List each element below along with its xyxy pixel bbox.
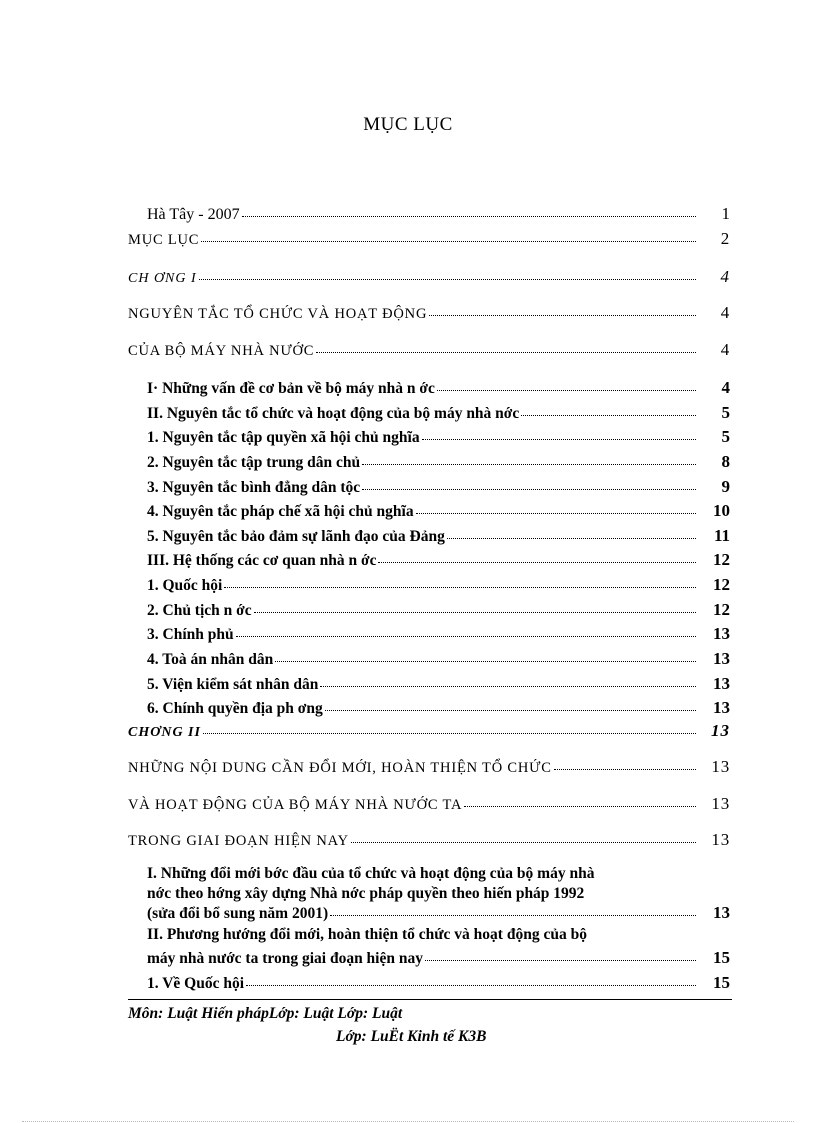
- footer-course: Môn: Luật Hiến phápLớp: Luật Lớp: Luật: [128, 1005, 403, 1022]
- toc-entry[interactable]: [147, 549, 730, 571]
- dot-leader: [447, 523, 696, 539]
- toc-entry-page: 13: [711, 757, 730, 776]
- dot-leader: [429, 300, 696, 316]
- toc-entry[interactable]: [147, 500, 730, 522]
- toc-entry-page: 12: [713, 575, 730, 594]
- toc-entry-page: 4: [720, 340, 730, 359]
- footer-class: Lớp: LuËt Kinh tế K3B: [336, 1028, 487, 1045]
- dot-leader: [362, 449, 696, 465]
- toc-entry[interactable]: [128, 720, 730, 742]
- toc-entry[interactable]: [147, 426, 730, 448]
- toc-entry-page: 4: [720, 267, 730, 286]
- dot-leader: [254, 597, 696, 613]
- toc-entry[interactable]: [128, 793, 730, 815]
- toc-entry-page: 4: [721, 378, 730, 397]
- toc-entry-page: 11: [713, 526, 730, 545]
- toc-entry-label: 4. Nguyên tắc pháp chế xã hội chủ nghĩa: [147, 503, 414, 520]
- toc-entry-page: 13: [713, 649, 730, 668]
- dot-leader: [378, 547, 696, 563]
- toc-entry-page: 5: [721, 427, 730, 446]
- toc-entry-page: 13: [711, 721, 730, 740]
- toc-entry[interactable]: [147, 476, 730, 498]
- dot-leader: [422, 424, 696, 440]
- toc-entry-label: CHƠNG II: [128, 725, 201, 740]
- toc-entry[interactable]: [147, 648, 730, 670]
- toc-entry-page: 4: [720, 303, 730, 322]
- toc-entry-label: 1. Nguyên tắc tập quyền xã hội chủ nghĩa: [147, 429, 420, 446]
- dot-leader: [199, 264, 696, 280]
- toc-entry-page: 13: [711, 794, 730, 813]
- toc-entry[interactable]: [128, 302, 730, 324]
- toc-entry-page: 13: [713, 624, 730, 643]
- toc-entry-label: 3. Nguyên tắc bình đẳng dân tộc: [147, 479, 361, 496]
- toc-entry-label: MỤC LỤC: [128, 232, 200, 248]
- toc-entry[interactable]: [147, 902, 730, 924]
- toc-entry-label: NHỮNG NỘI DUNG CẦN ĐỔI MỚI, HOÀN THIỆN TỔ CHỨC: [128, 760, 552, 776]
- dot-leader: [554, 754, 696, 770]
- toc-entry-label: 4. Toà án nhân dân: [147, 651, 274, 668]
- toc-entry[interactable]: [147, 525, 730, 547]
- toc-entry-label: 2. Nguyên tắc tập trung dân chủ: [147, 454, 361, 471]
- toc-entry-page: 12: [713, 550, 730, 569]
- toc-entry-label: 3. Chính phủ: [147, 626, 234, 643]
- dot-leader: [437, 375, 696, 391]
- toc-entry-label: CỦA BỘ MÁY NHÀ NƯỚC: [128, 343, 315, 359]
- dot-leader: [224, 572, 696, 588]
- toc-entry-label: NGUYÊN TẮC TỔ CHỨC VÀ HOẠT ĐỘNG: [128, 306, 428, 322]
- toc-entry-page: 1: [721, 204, 730, 223]
- toc-entry-line[interactable]: I. Những đổi mới bớc đầu của tổ chức và hoạt động của bộ máy nhà: [147, 865, 595, 882]
- toc-entry[interactable]: [128, 266, 730, 288]
- dot-leader: [201, 226, 696, 242]
- toc-entry-line[interactable]: II. Phương hướng đổi mới, hoàn thiện tổ chức và hoạt động của bộ: [147, 926, 587, 943]
- page-bottom-edge: [22, 1121, 794, 1122]
- toc-entry[interactable]: [128, 339, 730, 361]
- toc-entry[interactable]: [128, 228, 730, 250]
- toc-entry-label: II. Nguyên tắc tổ chức và hoạt động của bộ máy nhà nớc: [147, 405, 520, 422]
- toc-entry[interactable]: [147, 574, 730, 596]
- dot-leader: [351, 827, 696, 843]
- toc-entry[interactable]: [147, 697, 730, 719]
- toc-entry-label: TRONG GIAI ĐOẠN HIỆN NAY: [128, 833, 349, 849]
- dot-leader: [246, 970, 696, 986]
- toc-entry[interactable]: [147, 203, 730, 225]
- toc-entry[interactable]: [128, 756, 730, 778]
- toc-entry-page: 15: [713, 973, 730, 992]
- toc-entry-label: CH ƠNG I: [128, 271, 197, 286]
- dot-leader: [325, 695, 696, 711]
- dot-leader: [316, 337, 696, 353]
- toc-entry-page: 13: [713, 674, 730, 693]
- toc-entry-label: 1. Về Quốc hội: [147, 975, 245, 992]
- toc-entry-page: 10: [713, 501, 730, 520]
- toc-entry[interactable]: [147, 947, 730, 969]
- dot-leader: [203, 718, 696, 734]
- dot-leader: [275, 646, 696, 662]
- toc-entry-page: 8: [721, 452, 730, 471]
- toc-entry-label: 5. Viện kiểm sát nhân dân: [147, 676, 319, 693]
- toc-entry[interactable]: [128, 829, 730, 851]
- toc-entry-page: 15: [713, 948, 730, 967]
- dot-leader: [362, 474, 696, 490]
- toc-entry-label: I· Những vấn đề cơ bản về bộ máy nhà n ớc: [147, 380, 435, 397]
- toc-entry-page: 13: [711, 830, 730, 849]
- toc-entry-page: 9: [721, 477, 730, 496]
- toc-entry[interactable]: [147, 972, 730, 994]
- dot-leader: [236, 621, 696, 637]
- dot-leader: [425, 945, 696, 961]
- toc-entry[interactable]: [147, 599, 730, 621]
- toc-entry-label: máy nhà nước ta trong giai đoạn hiện nay: [147, 950, 423, 967]
- toc-entry-label: Hà Tây - 2007: [147, 206, 240, 223]
- toc-entry-label: 5. Nguyên tắc bảo đảm sự lãnh đạo của Đảng: [147, 528, 445, 545]
- toc-entry-page: 13: [713, 903, 730, 922]
- toc-entry-page: 2: [720, 229, 730, 248]
- toc-entry[interactable]: [147, 623, 730, 645]
- dot-leader: [320, 671, 696, 687]
- toc-entry-label: VÀ HOẠT ĐỘNG CỦA BỘ MÁY NHÀ NƯỚC TA: [128, 797, 463, 813]
- dot-leader: [242, 201, 696, 217]
- toc-entry-line[interactable]: nớc theo hớng xây dựng Nhà nớc pháp quyền theo hiến pháp 1992: [147, 885, 585, 902]
- dot-leader: [330, 900, 696, 916]
- toc-entry[interactable]: [147, 451, 730, 473]
- toc-entry-page: 12: [713, 600, 730, 619]
- toc-entry-page: 5: [721, 403, 730, 422]
- footer-divider: [128, 999, 732, 1000]
- toc-entry[interactable]: [147, 402, 730, 424]
- dot-leader: [464, 791, 696, 807]
- toc-entry-label: III. Hệ thống các cơ quan nhà n ớc: [147, 552, 377, 569]
- toc-entry-label: (sửa đổi bổ sung năm 2001): [147, 905, 329, 922]
- toc-entry-label: 2. Chủ tịch n ớc: [147, 602, 252, 619]
- toc-entry-page: 13: [713, 698, 730, 717]
- toc-entry[interactable]: [147, 377, 730, 399]
- toc-entry-label: 1. Quốc hội: [147, 577, 223, 594]
- dot-leader: [521, 400, 696, 416]
- toc-entry-label: 6. Chính quyền địa ph ơng: [147, 700, 323, 717]
- toc-entry[interactable]: [147, 673, 730, 695]
- dot-leader: [416, 498, 696, 514]
- page-title: MỤC LỤC: [363, 114, 453, 135]
